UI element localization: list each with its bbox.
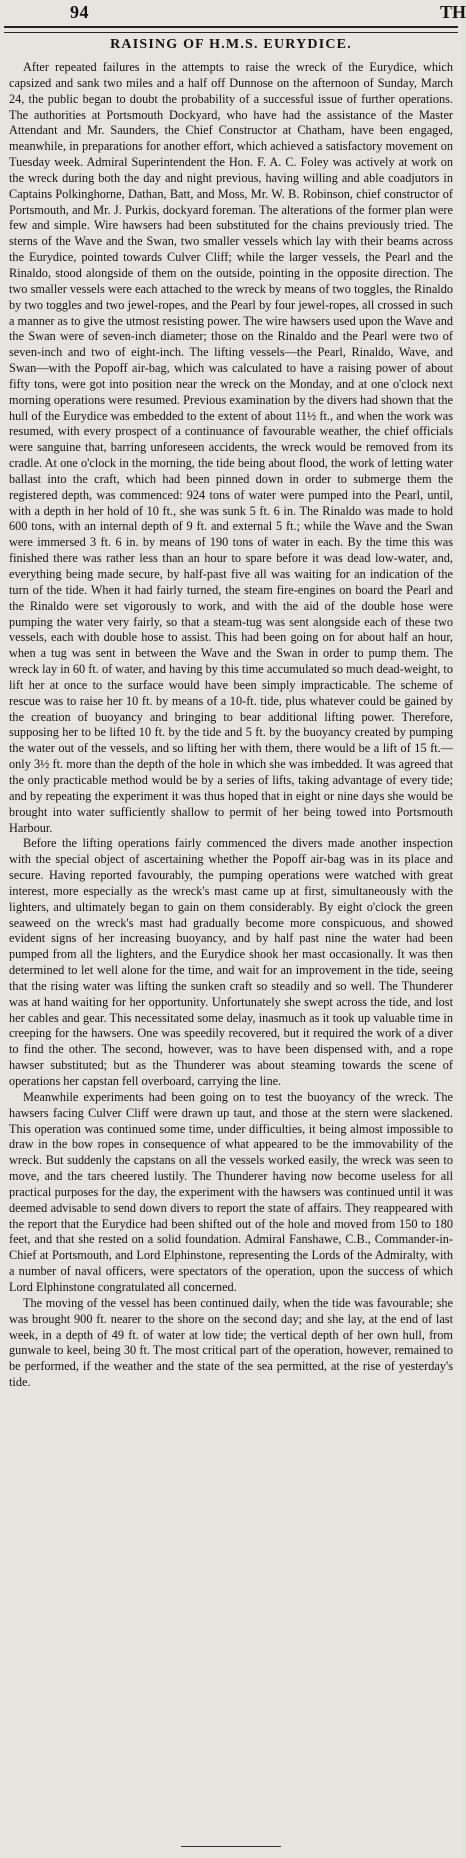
article-title: RAISING OF H.M.S. EURYDICE. [110, 37, 352, 52]
article-column [9, 36, 453, 1391]
article-end-rule [181, 1846, 281, 1847]
page-header [0, 0, 466, 28]
article-paragraph: Meanwhile experiments had been going on to test the buoyancy of the wreck. The hawsers facing Culver Cliff were drawn up taut, and those at the stern were slackened. This operation was continued some time, under difficulties, it being almost impossible to draw in the bow ropes in consequence of what appeared to be the immovability of the wreck. But suddenly the capstans on all the vessels worked easily, the wreck was seen to move, and the tars cheered lustily. The Thunderer having now become useless for all practical purposes for the day, the experiment with the hawsers was continued until it was deemed advisable to send down divers to report the state of affairs. They reappeared with the report that the Eurydice had been shifted out of the hole and moved from 150 to 180 feet, and that she rested on a solid foundation. Admiral Fanshawe, C.B., Commander-in-Chief at Portsmouth, and Lord Elphinstone, representing the Lords of the Admiralty, with a number of naval officers, were spectators of the operation, upon the success of which Lord Elphinstone congratulated all concerned. [9, 1089, 453, 1294]
article-paragraph: After repeated failures in the attempts to raise the wreck of the Eurydice, which capsized and sank two miles and a half off Dunnose on the afternoon of Sunday, March 24, the public began to doubt the probability of a successful issue of further operations. The authorities at Portsmouth Dockyard, who have had the assistance of the Master Attendant and Mr. Saunders, the Chief Constructor at Chatham, have been engaged, meanwhile, in preparations for another effort, which achieved a satisfactory movement on Tuesday week. Admiral Superintendent the Hon. F. A. C. Foley was actively at work on the wreck during both the day and night previous, having willing and able coadjutors in Captains Polkinghorne, Dathan, Batt, and Moss, Mr. W. B. Robinson, chief constructor of Portsmouth, and Mr. J. Purkis, dockyard foreman. The alterations of the former plan were few and simple. Wire hawsers had been substituted for the chains previously tried. The sterns of the Wave and the Swan, two smaller vessels which lay with their beams across the Eurydice, pointed towards Culver Cliff; while the larger vessels, the Pearl and the Rinaldo, stood alongside of them on the outside, pointing in the opposite direction. The two smaller vessels were each attached to the wreck by means of two toggles, the Rinaldo by two toggles and two jewel-ropes, and the Pearl by four jewel-ropes, all crossed in such a manner as to give the utmost resisting power. The wire hawsers used upon the Wave and the Swan were of seven-inch diameter; those on the Rinaldo and the Pearl were two of seven-inch and two of eight-inch. The lifting vessels—the Pearl, Rinaldo, Wave, and Swan—with the Popoff air-bag, which was calculated to have a raising power of about fifty tons, were got into position near the wreck on the Monday, and at one o'clock next morning operations were resumed. Previous examination by the divers had shown that the hull of the Eurydice was embedded to the extent of about 11½ ft., and when the work was resumed, with every prospect of a continuance of favourable weather, the chief officials were sanguine that, barring unforeseen accidents, the wreck would be removed from its cradle. At one o'clock in the morning, the tide being about flood, the work of letting water ballast into the craft, which had been pinned down in order to submerge them the registered depth, was commenced: 924 tons of water were pumped into the Pearl, until, with a depth in her hold of 10 ft., she was sunk 5 ft. 6 in. The Rinaldo was made to hold 600 tons, with an internal depth of 9 ft. and external 5 ft.; while the Wave and the Swan were immersed 3 ft. 6 in. by means of 190 tons of water in each. By the time this was finished there was rather less than an hour to spare before it was dead low-water, and, everything being made secure, by half-past five all was waiting for an indication of the turn of the tide. When it had fairly turned, the steam fire-engines on board the Pearl and the Rinaldo were set vigorously to work, and with the aid of the double hose were pumping the water very fairly, so that a steam-tug was sent alongside each of these two vessels, each with double hose to assist. This had been going on for about half an hour, when a tug was sent in between the Wave and the Swan in order to pump them. The wreck lay in 60 ft. of water, and having by this time accumulated so much dead-weight, to lift her at once to the surface would have been simply impracticable. The scheme of rescue was to raise her 10 ft. by means of a 10-ft. tide, plus whatever could be gained by the creation of buoyancy and bringing to bear additional lifting power. Therefore, supposing her to be lifted 10 ft. by the tide and 5 ft. by the buoyancy created by pumping the water out of the vessels, and so lifting her with them, there would be a lift of 15 ft.—only 3½ ft. more than the depth of the hole in which she was imbedded. It was agreed that the only practicable method would be by a series of lifts, taking advantage of every tide; and by repeating the experiment it was thus hoped that in eight or nine days she would be brought into water sufficiently shallow to permit of her being towed into Portsmouth Harbour. [9, 60, 453, 835]
running-head: TH [440, 2, 466, 22]
article-paragraph: Before the lifting operations fairly commenced the divers made another inspection with the special object of ascertaining whether the Popoff air-bag was in its place and secure. Having reported favourably, the pumping operations were watched with great interest, more especially as the wreck's mast came up at first, simultaneously with the lighters, and ultimately began to gain on them considerably. By eight o'clock the green seaweed on the wreck's mast had gradually become more conspicuous, and showed evident signs of her increasing buoyancy, and by half past nine the water had been pumped from all the lighters, and the Eurydice shook her mast occasionally. It was then determined to let well alone for the time, and wait for an improvement in the tide, seeing that the rising water was lifting the sunken craft so steadily and so well. The Thunderer was at hand waiting for her opportunity. Unfortunately she swept across the tide, and lost her cables and gear. This necessitated some delay, inasmuch as it took up valuable time in creeping for the hawsers. One was speedily recovered, but it required the work of a diver to find the other. The second, however, was to have been dispensed with, and a rope hawser substituted; but as the Thunderer was about steaming towards the scene of operations her capstan fell overboard, carrying the line. [9, 836, 453, 1088]
header-rule [4, 26, 458, 33]
page-number: 94 [70, 2, 89, 22]
article-paragraph: The moving of the vessel has been continued daily, when the tide was favourable; she was brought 900 ft. nearer to the shore on the second day; and she lay, at the end of last week, in a depth of 49 ft. of water at low tide; the vertical depth of her own hull, from gunwale to keel, being 30 ft. The most critical part of the operation, however, remained to be performed, if the weather and the state of the sea permitted, at the rise of yesterday's tide. [9, 1295, 453, 1390]
article-body [9, 60, 453, 1391]
